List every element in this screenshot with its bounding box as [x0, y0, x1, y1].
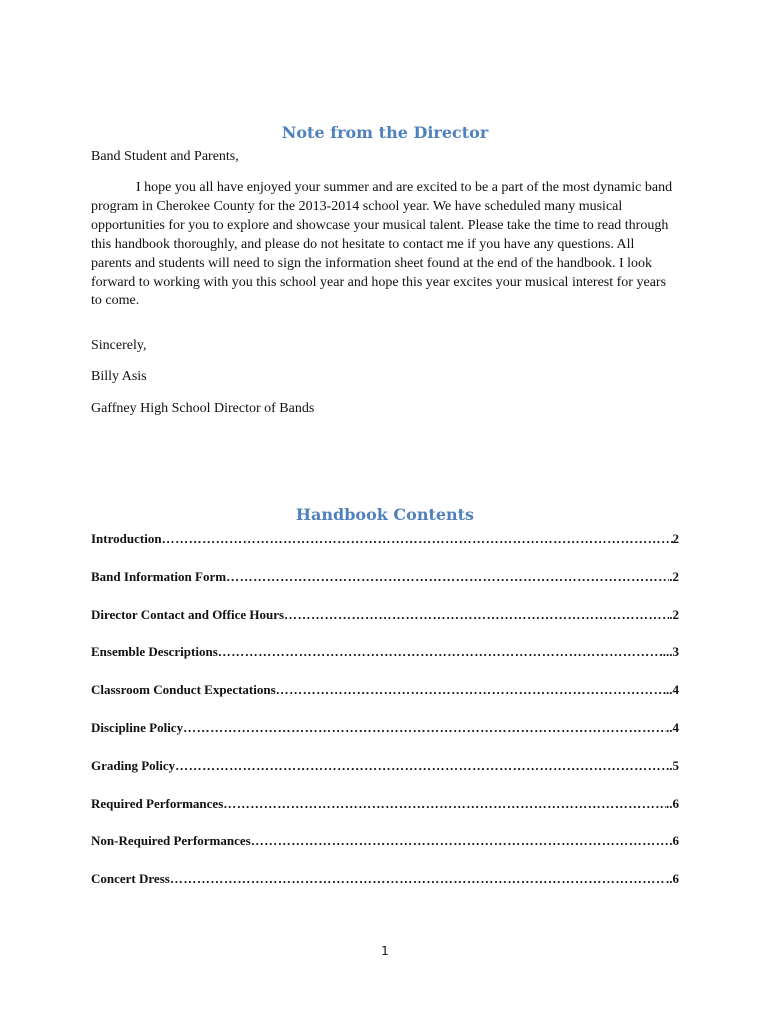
toc-entry-grading-policy	[91, 758, 679, 796]
toc-entry-page: .6	[669, 833, 679, 849]
toc-entry-title: Concert Dress	[91, 871, 170, 887]
toc-leader-dots	[226, 569, 669, 585]
toc-entry-page: .2	[669, 606, 679, 622]
toc-entry-required-performances	[91, 796, 679, 834]
toc-entry-title: Ensemble Descriptions	[91, 644, 218, 660]
signer-name: Billy Asis	[91, 369, 147, 384]
toc-entry-title: Discipline Policy	[91, 719, 184, 735]
toc-entry-discipline-policy	[91, 720, 679, 758]
toc-entry-director-contact	[91, 607, 679, 645]
toc-leader-dots	[183, 720, 666, 736]
letter-body: I hope you all have enjoyed your summer and are excited to be a part of the most dynamic band program in Cherokee County for the 2013-2014 school year. We have scheduled many musical opportunities for you to explore and showcase your musical talent. Please take the time to read through this handbook thoroughly, and please do not hesitate to contact me if you have any questions. All parents and students will need to sign the information sheet found at the end of the handbook. I look forward to working with you this school year and hope this year excites your musical interest for years to come.	[91, 180, 673, 309]
toc-entry-page: ..6	[666, 871, 679, 887]
note-heading: Note from the Director	[281, 123, 489, 142]
table-of-contents	[91, 531, 679, 909]
toc-entry-band-information-form	[91, 569, 679, 607]
toc-entry-page: 2	[672, 531, 679, 546]
toc-leader-dots	[276, 682, 666, 698]
toc-entry-title: Band Information Form	[91, 568, 227, 584]
toc-leader-dots	[162, 531, 673, 547]
toc-leader-dots	[175, 758, 669, 774]
toc-entry-introduction	[91, 531, 679, 569]
toc-entry-title: Required Performances	[91, 795, 224, 811]
toc-entry-title: Introduction	[91, 531, 162, 546]
toc-entry-classroom-conduct	[91, 682, 679, 720]
toc-entry-non-required-performances	[91, 833, 679, 871]
toc-leader-dots	[251, 833, 670, 849]
toc-entry-ensemble-descriptions	[91, 644, 679, 682]
page-number: 1	[381, 944, 389, 958]
toc-entry-page: .2	[669, 568, 679, 584]
contents-heading: Handbook Contents	[295, 505, 475, 524]
toc-leader-dots	[218, 644, 660, 660]
toc-leader-dots	[284, 607, 669, 623]
toc-leader-dots	[223, 796, 666, 812]
toc-entry-page: ..4	[666, 719, 679, 735]
signer-title: Gaffney High School Director of Bands	[91, 401, 315, 416]
toc-entry-title: Classroom Conduct Expectations	[91, 682, 276, 698]
toc-entry-page: ..6	[666, 795, 679, 811]
toc-entry-title: Non-Required Performances	[91, 833, 251, 849]
letter-closing: Sincerely,	[91, 338, 147, 353]
toc-entry-title: Grading Policy	[91, 757, 176, 773]
toc-entry-page: .5	[669, 757, 679, 773]
toc-entry-title: Director Contact and Office Hours	[91, 606, 285, 622]
toc-entry-page: ....3	[659, 644, 679, 660]
toc-entry-page: ..4	[666, 682, 679, 698]
salutation: Band Student and Parents,	[91, 149, 239, 164]
toc-leader-dots	[170, 871, 666, 887]
toc-entry-concert-dress	[91, 871, 679, 909]
